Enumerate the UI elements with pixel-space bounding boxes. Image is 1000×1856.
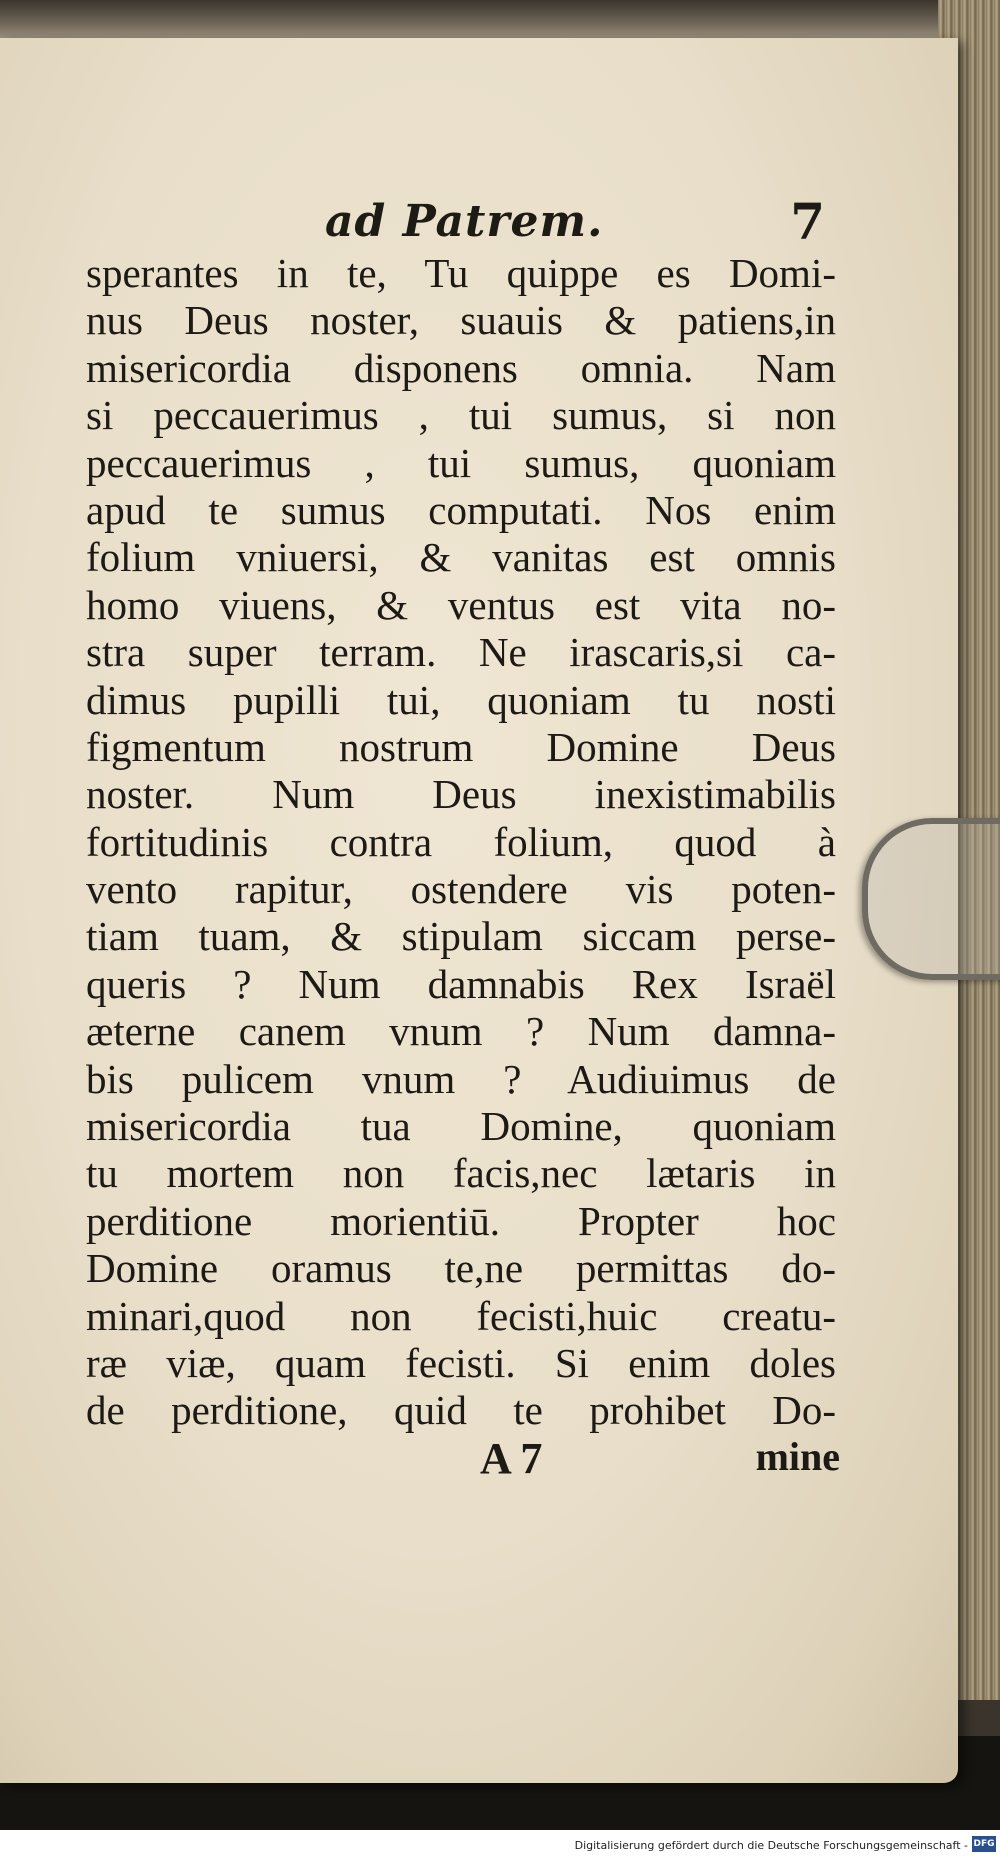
book-page bbox=[0, 38, 958, 1783]
text-line: tiam tuam, & stipulam siccam perse- bbox=[86, 913, 836, 960]
text-line: de perditione, quid te prohibet Do- bbox=[86, 1387, 836, 1434]
running-head: ad Patrem. bbox=[325, 196, 604, 247]
page-number: 7 bbox=[790, 192, 825, 251]
text-line: apud te sumus computati. Nos enim bbox=[86, 486, 836, 533]
text-line: perditione morientiū. Propter hoc bbox=[86, 1197, 836, 1244]
text-line: peccauerimus , tui sumus, quoniam bbox=[86, 439, 836, 486]
text-line: homo viuens, & ventus est vita no- bbox=[86, 581, 836, 628]
text-line: æterne canem vnum ? Num damna- bbox=[86, 1008, 836, 1055]
text-line: figmentum nostrum Domine Deus bbox=[86, 723, 836, 770]
credit-bar bbox=[0, 1830, 1000, 1856]
page-header bbox=[325, 188, 845, 258]
text-line: bis pulicem vnum ? Audiuimus de bbox=[86, 1055, 836, 1102]
text-line: minari,quod non fecisti,huic creatu- bbox=[86, 1292, 836, 1339]
text-line: vento rapitur, ostendere vis poten- bbox=[86, 866, 836, 913]
text-line: si peccauerimus , tui sumus, si non bbox=[86, 392, 836, 439]
page-clip bbox=[862, 818, 1000, 980]
signature-mark: A 7 bbox=[480, 1434, 543, 1483]
text-line: tu mortem non facis,nec lætaris in bbox=[86, 1150, 836, 1197]
text-line: fortitudinis contra folium, quod à bbox=[86, 818, 836, 865]
text-line: dimus pupilli tui, quoniam tu nosti bbox=[86, 676, 836, 723]
text-line: ræ viæ, quam fecisti. Si enim doles bbox=[86, 1339, 836, 1386]
text-line: queris ? Num damnabis Rex Israël bbox=[86, 960, 836, 1007]
text-line: sperantes in te, Tu quippe es Domi- bbox=[86, 250, 836, 296]
text-line: noster. Num Deus inexistimabilis bbox=[86, 771, 836, 818]
text-line: misericordia tua Domine, quoniam bbox=[86, 1103, 836, 1150]
dfg-logo: DFG bbox=[972, 1836, 996, 1852]
text-line: nus Deus noster, suauis & patiens,in bbox=[86, 297, 836, 344]
digitization-credit: Digitalisierung gefördert durch die Deutsche Forschungsgemeinschaft - bbox=[574, 1839, 968, 1852]
body-text bbox=[86, 250, 836, 1435]
text-line: folium vniuersi, & vanitas est omnis bbox=[86, 534, 836, 581]
text-line: misericordia disponens omnia. Nam bbox=[86, 344, 836, 391]
page-footer bbox=[480, 1433, 840, 1493]
text-line: stra super terram. Ne irascaris,si ca- bbox=[86, 629, 836, 676]
catchword: mine bbox=[755, 1434, 840, 1479]
text-line: Domine oramus te,ne permittas do- bbox=[86, 1245, 836, 1292]
